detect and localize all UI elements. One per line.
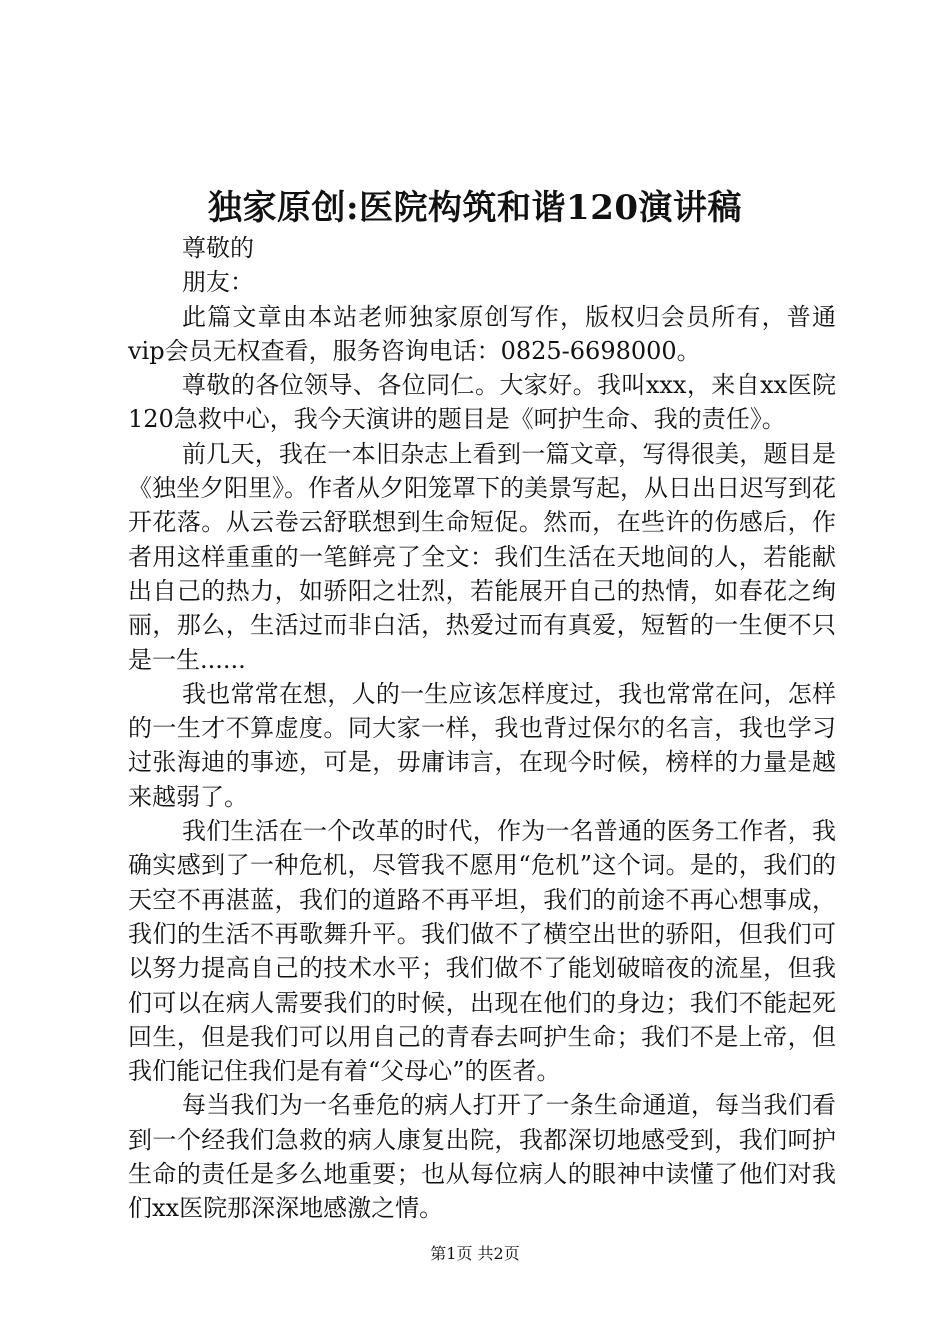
paragraph-salutation-2: 朋友： [182,268,254,297]
paragraph-introduction: 尊敬的各位领导、各位同仁。大家好。我叫xxx，来自xx医院120急救中心，我今天演讲的题目是《呵护生命、我的责任》。 [128,371,836,434]
paragraph-article-story: 前几天，我在一本旧杂志上看到一篇文章，写得很美，题目是《独坐夕阳里》。作者从夕阳笼罩下的美景写起，从日出日迟写到花开花落。从云卷云舒联想到生命短促。然而，在些许的伤感后，作者用这样重重的一笔鲜亮了全文：我们生活在天地间的人，若能献出自己的热力，如骄阳之壮烈，若能展开自己的热情，如春花之绚丽，那么，生活过而非白活，热爱过而有真爱，短暂的一生便不只是一生...... [128,439,836,674]
page-footer: 第1页 共2页 [430,1244,520,1263]
paragraph-copyright-notice: 此篇文章由本站老师独家原创写作，版权归会员所有，普通vip会员无权查看，服务咨询电话：0825-6698000。 [128,302,836,365]
paragraph-reflection: 我也常常在想，人的一生应该怎样度过，我也常常在问，怎样的一生才不算虚度。同大家一样，我也背过保尔的名言，我也学习过张海迪的事迹，可是，毋庸讳言，在现今时候，榜样的力量是越来越弱了。 [128,679,836,811]
document-body [128,231,836,1226]
paragraph-responsibility: 每当我们为一名垂危的病人打开了一条生命通道，每当我们看到一个经我们急救的病人康复出院，我都深切地感受到，我们呵护生命的责任是多么地重要；也从每位病人的眼神中读懂了他们对我们xx医院那深深地感激之情。 [128,1091,836,1223]
document-title: 独家原创:医院构筑和谐120演讲稿 [207,188,743,228]
paragraph-salutation-1: 尊敬的 [182,234,254,262]
paragraph-era-of-reform: 我们生活在一个改革的时代，作为一名普通的医务工作者，我确实感到了一种危机，尽管我不愿用“危机”这个词。是的，我们的天空不再湛蓝，我们的道路不再平坦，我们的前途不再心想事成，我们的生活不再歌舞升平。我们做不了横空出世的骄阳，但我们可以努力提高自己的技术水平；我们做不了能划破暗夜的流星，但我们可以在病人需要我们的时候，出现在他们的身边；我们不能起死回生，但是我们可以用自己的青春去呵护生命；我们不是上帝，但我们能记住我们是有着“父母心”的医者。 [128,817,836,1086]
